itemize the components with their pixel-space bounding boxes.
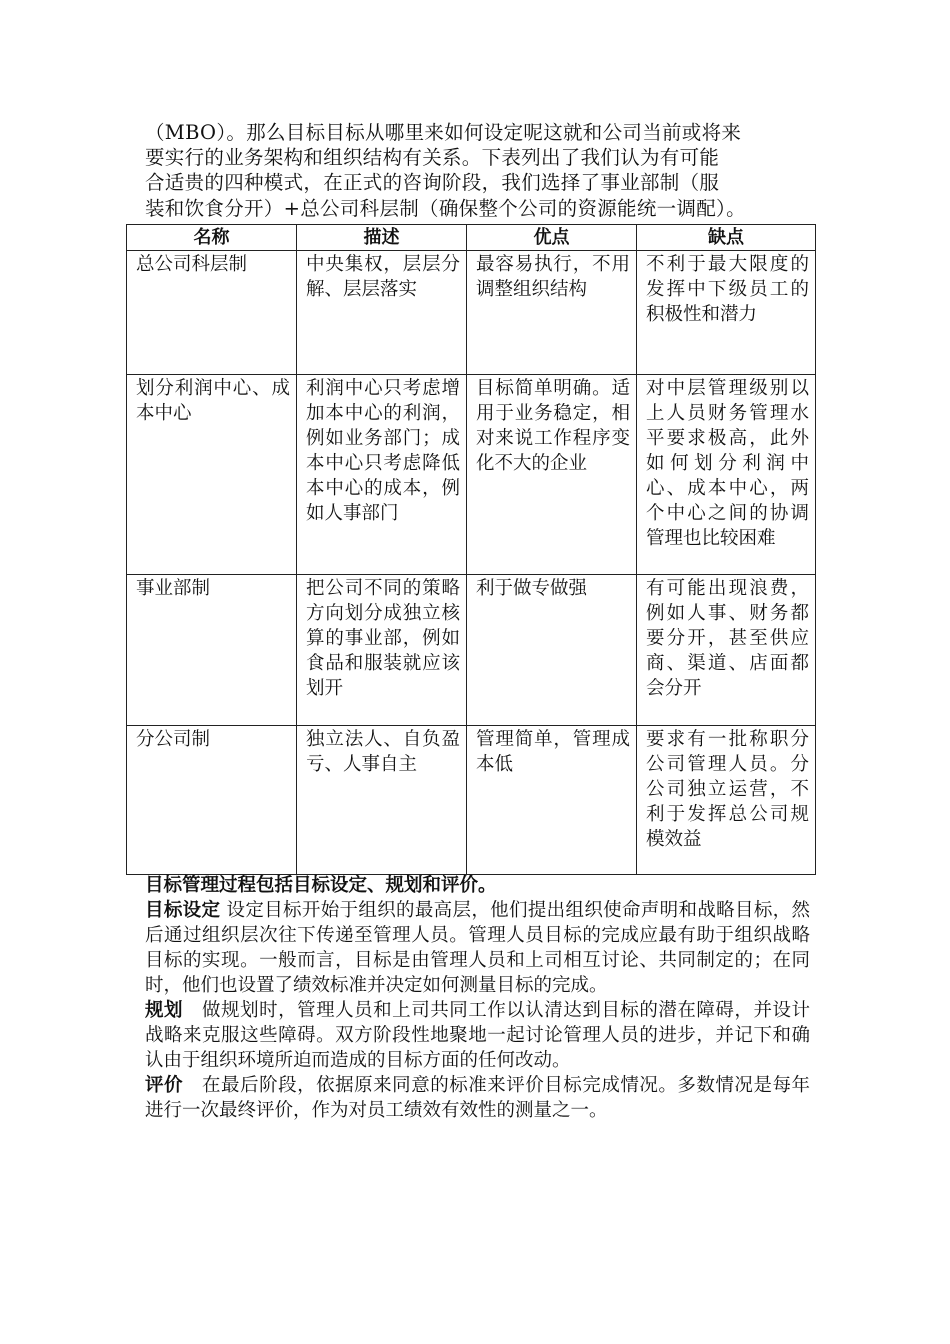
management-model-table xyxy=(126,224,816,875)
paragraph-planning xyxy=(145,998,810,1073)
process-heading: 目标管理过程包括目标设定、规划和评价。 xyxy=(145,875,497,896)
term-goal-setting: 目标设定 xyxy=(145,900,221,921)
cell-pros: 目标简单明确。适用于业务稳定，相对来说工作程序变化不大的企业 xyxy=(467,375,637,575)
cell-description: 中央集权，层层分解、层层落实 xyxy=(297,251,467,375)
header-pros: 优点 xyxy=(467,225,637,251)
cell-cons: 不利于最大限度的发挥中下级员工的积极性和潜力 xyxy=(637,251,816,375)
text-evaluation: 在最后阶段，依据原来同意的标准来评价目标完成情况。多数情况是每年进行一次最终评价，作为对员工绩效有效性的测量之一。 xyxy=(145,1075,810,1121)
header-name: 名称 xyxy=(127,225,297,251)
paragraph-evaluation xyxy=(145,1073,810,1123)
table-row xyxy=(127,375,816,575)
term-evaluation: 评价 xyxy=(145,1075,184,1096)
table-row xyxy=(127,726,816,875)
cell-cons: 要求有一批称职分公司管理人员。分公司独立运营，不利于发挥总公司规模效益 xyxy=(637,726,816,875)
cell-cons: 对中层管理级别以上人员财务管理水平要求极高，此外如何划分利润中心、成本中心，两个中心之间的协调管理也比较困难 xyxy=(637,375,816,575)
table-row xyxy=(127,575,816,726)
cell-pros: 最容易执行，不用调整组织结构 xyxy=(467,251,637,375)
text-planning: 做规划时，管理人员和上司共同工作以认清达到目标的潜在障碍，并设计战略来克服这些障碍。双方阶段性地聚地一起讨论管理人员的进步，并记下和确认由于组织环境所迫而造成的目标方面的任何改动。 xyxy=(145,1000,810,1071)
intro-line: 合适贵的四种模式，在正式的咨询阶段，我们选择了事业部制（服 xyxy=(145,171,720,195)
text-goal-setting: 设定目标开始于组织的最高层，他们提出组织使命声明和战略目标，然后通过组织层次往下传递至管理人员。管理人员目标的完成应最有助于组织战略目标的实现。一般而言，目标是由管理人员和上司相互讨论、共同制定的；在同时，他们也设置了绩效标准并决定如何测量目标的完成。 xyxy=(145,900,810,996)
table-row xyxy=(127,251,816,375)
intro-line: 装和饮食分开）+总公司科层制（确保整个公司的资源能统一调配）。 xyxy=(145,196,746,220)
cell-name: 事业部制 xyxy=(127,575,297,726)
intro-paragraph xyxy=(145,120,810,221)
intro-line: 要实行的业务架构和组织结构有关系。下表列出了我们认为有可能 xyxy=(145,146,720,170)
process-section xyxy=(145,873,810,1123)
cell-description: 把公司不同的策略方向划分成独立核算的事业部，例如食品和服装就应该划开 xyxy=(297,575,467,726)
cell-description: 利润中心只考虑增加本中心的利润，例如业务部门；成本中心只考虑降低本中心的成本，例如人事部门 xyxy=(297,375,467,575)
table-header-row xyxy=(127,225,816,251)
paragraph-goal-setting xyxy=(145,898,810,998)
header-cons: 缺点 xyxy=(637,225,816,251)
cell-pros: 利于做专做强 xyxy=(467,575,637,726)
cell-name: 分公司制 xyxy=(127,726,297,875)
cell-cons: 有可能出现浪费，例如人事、财务都要分开，甚至供应商、渠道、店面都会分开 xyxy=(637,575,816,726)
header-description: 描述 xyxy=(297,225,467,251)
intro-line: （MBO）。那么目标目标从哪里来如何设定呢这就和公司当前或将来 xyxy=(145,121,742,144)
term-planning: 规划 xyxy=(145,1000,184,1021)
cell-name: 划分利润中心、成本中心 xyxy=(127,375,297,575)
cell-name: 总公司科层制 xyxy=(127,251,297,375)
cell-description: 独立法人、自负盈亏、人事自主 xyxy=(297,726,467,875)
cell-pros: 管理简单，管理成本低 xyxy=(467,726,637,875)
